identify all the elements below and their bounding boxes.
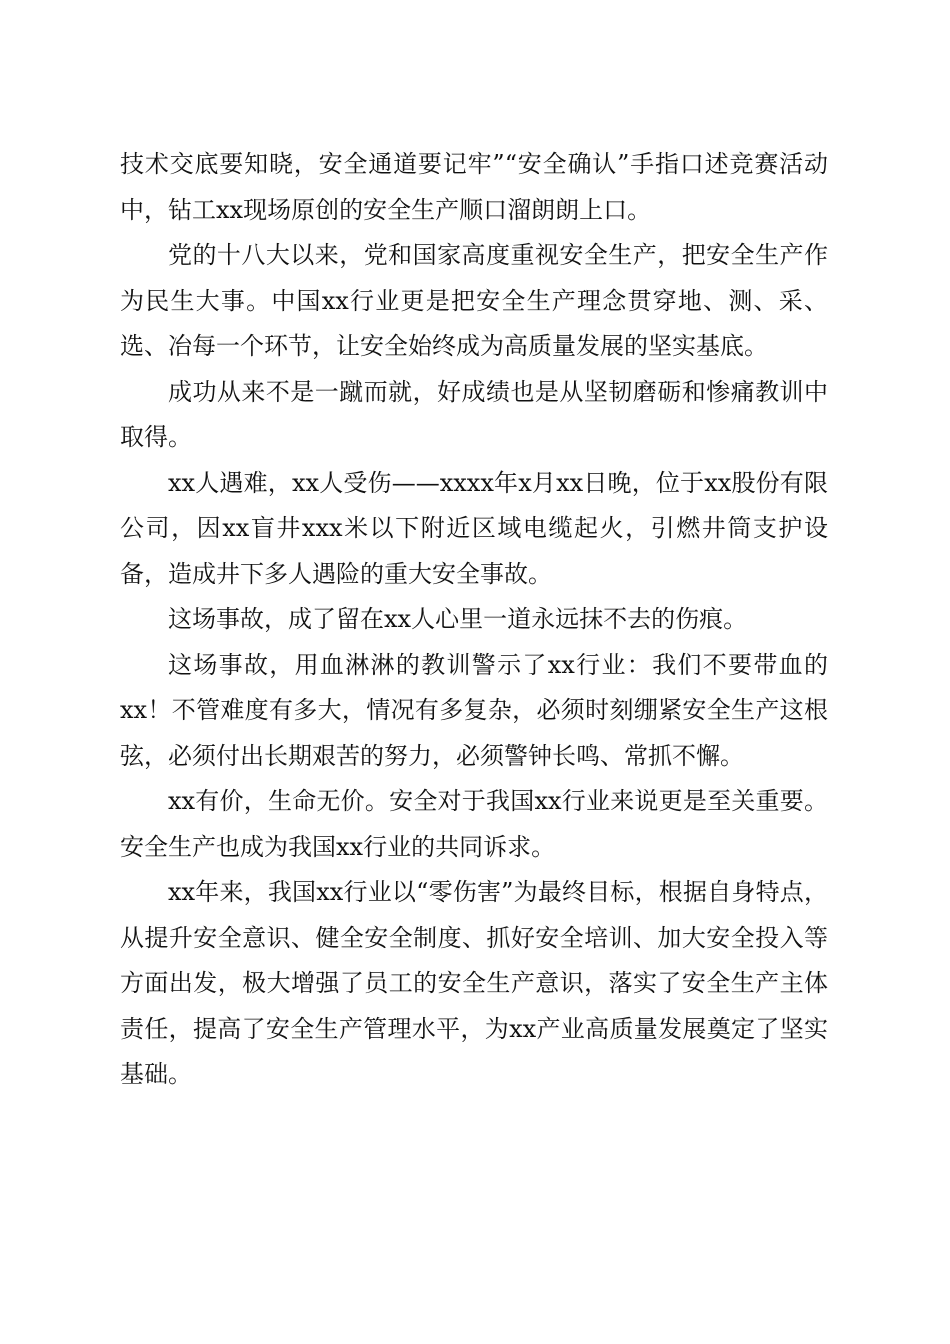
document-page xyxy=(120,142,828,1098)
paragraph: 这场事故，成了留在xx人心里一道永远抹不去的伤痕。 xyxy=(168,605,748,633)
paragraph-continued: 技术交底要知晓，安全通道要记牢”“安全确认”手指口述竞赛活动中，钻工xx现场原创的安全生产顺口溜朗朗上口。 xyxy=(120,150,828,224)
paragraph: xx年来，我国xx行业以“零伤害”为最终目标，根据自身特点，从提升安全意识、健全安全制度、抓好安全培训、加大安全投入等方面出发，极大增强了员工的安全生产意识，落实了安全生产主体责任，提高了安全生产管理水平，为xx产业高质量发展奠定了坚实基础。 xyxy=(120,878,828,1088)
paragraph: xx人遇难，xx人受伤——xxxx年x月xx日晚，位于xx股份有限公司，因xx盲井xxx米以下附近区域电缆起火，引燃井筒支护设备，造成井下多人遇险的重大安全事故。 xyxy=(120,468,828,588)
paragraph: 成功从来不是一蹴而就，好成绩也是从坚韧磨砺和惨痛教训中取得。 xyxy=(120,377,828,451)
paragraph: xx有价，生命无价。安全对于我国xx行业来说更是至关重要。安全生产也成为我国xx行业的共同诉求。 xyxy=(120,787,828,861)
paragraph: 党的十八大以来，党和国家高度重视安全生产，把安全生产作为民生大事。中国xx行业更是把安全生产理念贯穿地、测、采、选、冶每一个环节，让安全始终成为高质量发展的坚实基底。 xyxy=(120,241,828,360)
paragraph: 这场事故，用血淋淋的教训警示了xx行业：我们不要带血的xx！不管难度有多大，情况有多复杂，必须时刻绷紧安全生产这根弦，必须付出长期艰苦的努力，必须警钟长鸣、常抓不懈。 xyxy=(120,650,828,770)
